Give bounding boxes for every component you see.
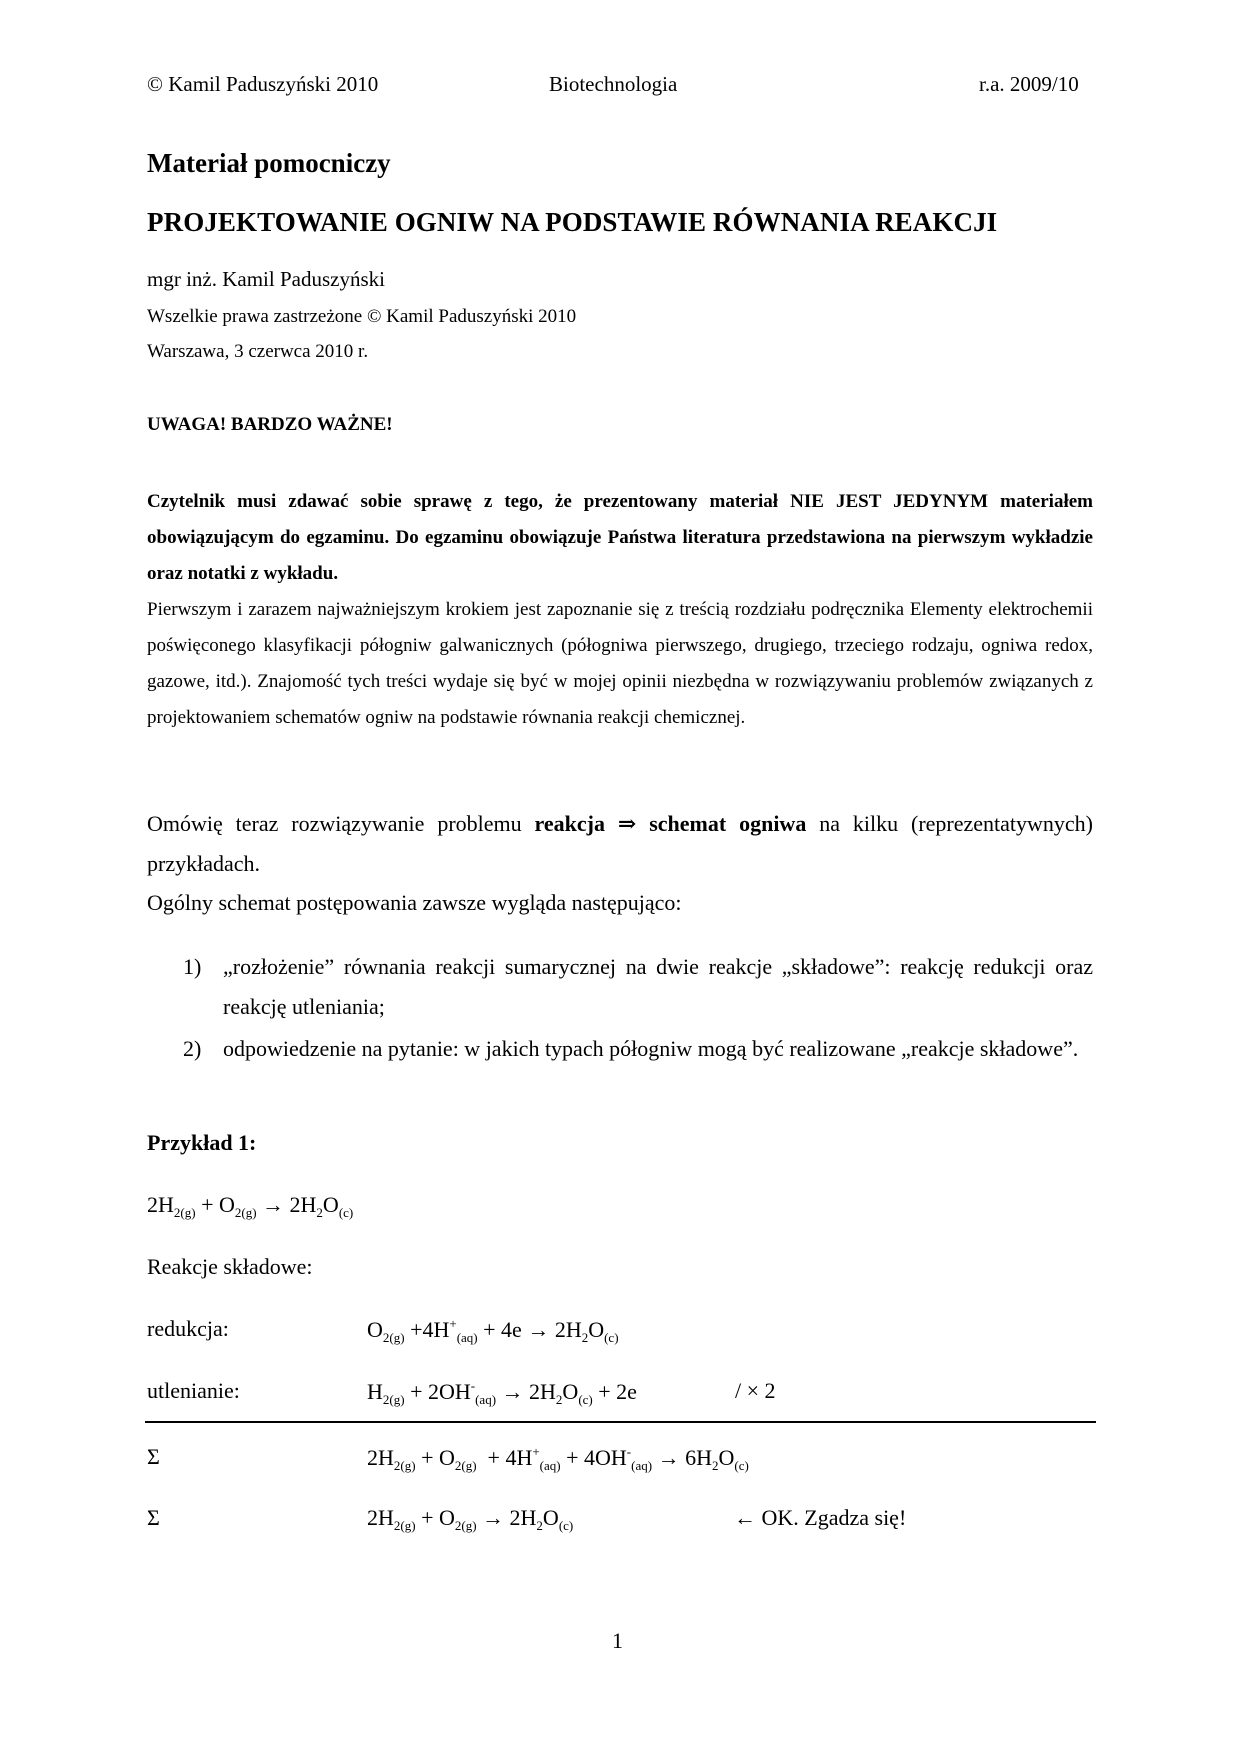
simplified-equation: $2H_{2(g)} + O_{2(g)} \to 2H_2O_{(c)}$	[367, 1505, 574, 1533]
list-item	[147, 1029, 1093, 1069]
intro-bold-scheme: schemat ogniwa	[649, 811, 807, 836]
summed-equation: $2H_{2(g)} + O_{2(g)} + 4H^+_{(aq)} + 4OH^-_{(aq)} \to 6H_2O_{(c)}$	[367, 1444, 749, 1473]
intro-paragraph	[147, 804, 1093, 884]
header-academic-year: r.a. 2009/10	[979, 72, 1079, 96]
oxidation-label: utlenianie:	[147, 1378, 240, 1403]
overall-reaction-equation: $2H_{2(g)} + O_{2(g)} \to 2H_2O_{(c)}$	[147, 1192, 354, 1220]
document-author: mgr inż. Kamil Paduszyński	[147, 267, 385, 291]
page-number: 1	[612, 1628, 623, 1653]
header-author: © Kamil Paduszyński 2010	[147, 72, 379, 96]
document-title: PROJEKTOWANIE OGNIW NA PODSTAWIE RÓWNANIA REAKCJI	[147, 207, 998, 237]
list-item-number: 2)	[183, 1036, 202, 1061]
header-subject: Biotechnologia	[549, 72, 678, 96]
sum-symbol: Σ	[147, 1505, 160, 1530]
warning-heading: UWAGA! BARDZO WAŻNE!	[147, 414, 393, 435]
warning-bold-paragraph: Czytelnik musi zdawać sobie sprawę z tego, że prezentowany materiał NIE JEST JEDYNYM materiałem obowiązującym do egzaminu. Do egzaminu obowiązuje Państwa literatura przedstawiona na pierwszym wykładzie oraz notatki z wykładu.	[147, 491, 1093, 584]
warning-paragraph: Pierwszym i zarazem najważniejszym krokiem jest zapoznanie się z treścią rozdziału podręcznika Elementy elektrochemii poświęconego klasyfikacji półogniw galwanicznych (półogniwa pierwszego, drugiego, trzeciego rodzaju, ogniwa redox, gazowe, itd.). Znajomość tych treści wydaje się być w mojej opinii niezbędna w rozwiązywaniu problemów związanych z projektowaniem schematów ogniw na podstawie równania reakcji chemicznej.	[147, 599, 1093, 728]
copyright-notice: Wszelkie prawa zastrzeżone © Kamil Paduszyński 2010	[147, 306, 577, 327]
sum-symbol: Σ	[147, 1444, 160, 1469]
steps-list	[147, 947, 1093, 1071]
general-scheme-line: Ogólny schemat postępowania zawsze wygląda następująco:	[147, 890, 682, 915]
example-heading: Przykład 1:	[147, 1130, 257, 1155]
oxidation-multiplier: / × 2	[735, 1378, 776, 1403]
list-item-text: odpowiedzenie na pytanie: w jakich typach półogniw mogą być realizowane „reakcje składowe”.	[223, 1036, 1079, 1061]
oxidation-equation: $H_{2(g)} + 2OH^-_{(aq)} \to 2H_2O_{(c)} + 2e$	[367, 1378, 637, 1407]
intro-bold-reaction: reakcja	[534, 811, 605, 836]
intro-text-1: Omówię teraz rozwiązywanie problemu	[147, 811, 535, 836]
place-date: Warszawa, 3 czerwca 2010 r.	[147, 341, 369, 362]
list-item-text: „rozłożenie” równania reakcji sumarycznej na dwie reakcje „składowe”: reakcję redukcji oraz reakcję utleniania;	[223, 954, 1093, 1019]
sum-divider-line	[145, 1421, 1096, 1423]
components-label: Reakcje składowe:	[147, 1254, 313, 1279]
reduction-label: redukcja:	[147, 1316, 229, 1341]
list-item	[147, 947, 1093, 1027]
check-comment: ← OK. Zgadza się!	[734, 1505, 907, 1530]
implies-arrow: ⇒	[605, 811, 650, 836]
list-item-number: 1)	[183, 954, 202, 979]
intro-text-2: na kilku (reprezentatywnych) przykładach.	[147, 811, 1093, 876]
reduction-equation: $O_{2(g)} +4H^+_{(aq)} + 4e \to 2H_2O_{(c)}$	[367, 1316, 619, 1345]
document-subtitle: Materiał pomocniczy	[147, 148, 391, 178]
